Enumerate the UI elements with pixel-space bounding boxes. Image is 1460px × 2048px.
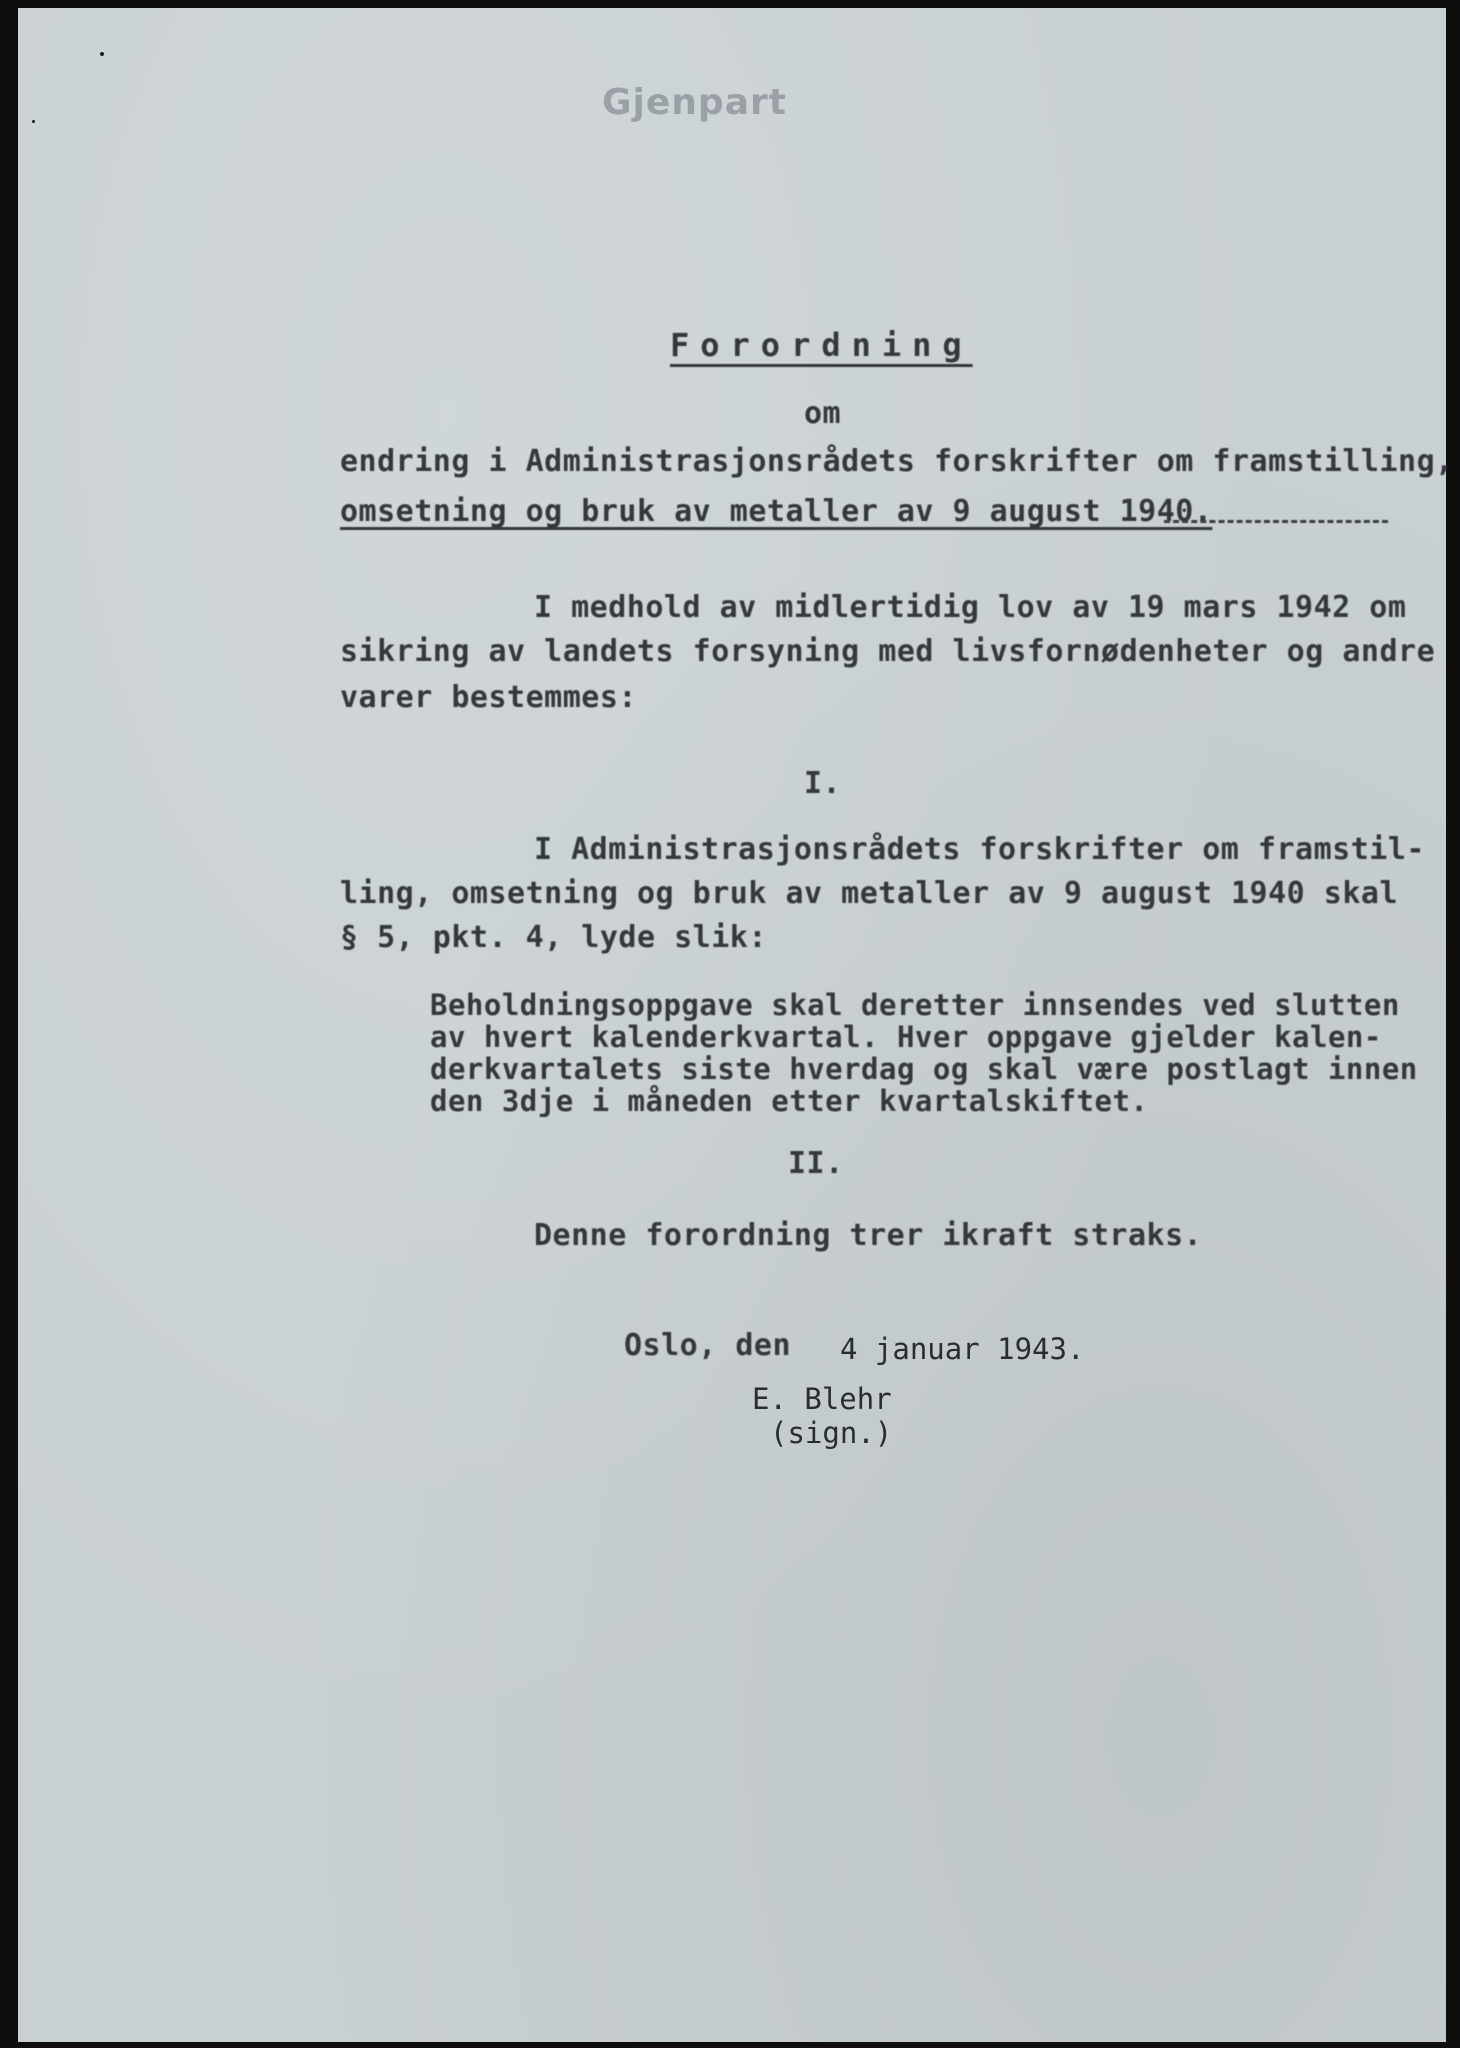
quote-line-3: derkvartalets siste hverdag og skal være postlagt innen bbox=[430, 1052, 1418, 1086]
section-1-line-1: I Administrasjonsrådets forskrifter om framstil- bbox=[534, 832, 1425, 867]
quote-line-1: Beholdningsoppgave skal deretter innsendes ved slutten bbox=[430, 988, 1400, 1022]
section-2-marker: II. bbox=[788, 1146, 844, 1181]
preamble-line-2: sikring av landets forsyning med livsfornødenheter og andre bbox=[340, 634, 1436, 669]
preamble-line-1: I medhold av midlertidig lov av 19 mars 1942 om bbox=[534, 590, 1407, 625]
document-title: Forordning bbox=[670, 326, 973, 364]
ink-speck bbox=[32, 120, 35, 123]
section-1-line-2: ling, omsetning og bruk av metaller av 9 august 1940 skal bbox=[340, 876, 1399, 911]
place-date-prefix: Oslo, den bbox=[624, 1328, 792, 1363]
ink-speck bbox=[100, 52, 104, 56]
title-om: om bbox=[804, 396, 842, 431]
signed-note: (sign.) bbox=[770, 1416, 893, 1450]
heading-line-2: omsetning og bruk av metaller av 9 august 1940. bbox=[340, 494, 1213, 529]
quote-line-4: den 3dje i måneden etter kvartalskiftet. bbox=[430, 1084, 1149, 1118]
preamble-line-3: varer bestemmes: bbox=[340, 680, 637, 715]
copy-stamp: Gjenpart bbox=[602, 82, 787, 123]
section-1-line-3: § 5, pkt. 4, lyde slik: bbox=[340, 920, 767, 955]
section-1-marker: I. bbox=[804, 766, 842, 801]
quote-line-2: av hvert kalenderkvartal. Hver oppgave gjelder kalen- bbox=[430, 1020, 1382, 1054]
document-page bbox=[18, 8, 1454, 2042]
heading-line-1: endring i Administrasjonsrådets forskrifter om framstilling, bbox=[340, 444, 1454, 479]
heading-dash-rule bbox=[1164, 518, 1388, 523]
date: 4 januar 1943. bbox=[840, 1332, 1085, 1366]
section-2-text: Denne forordning trer ikraft straks. bbox=[534, 1218, 1203, 1253]
signer-name: E. Blehr bbox=[752, 1382, 892, 1416]
